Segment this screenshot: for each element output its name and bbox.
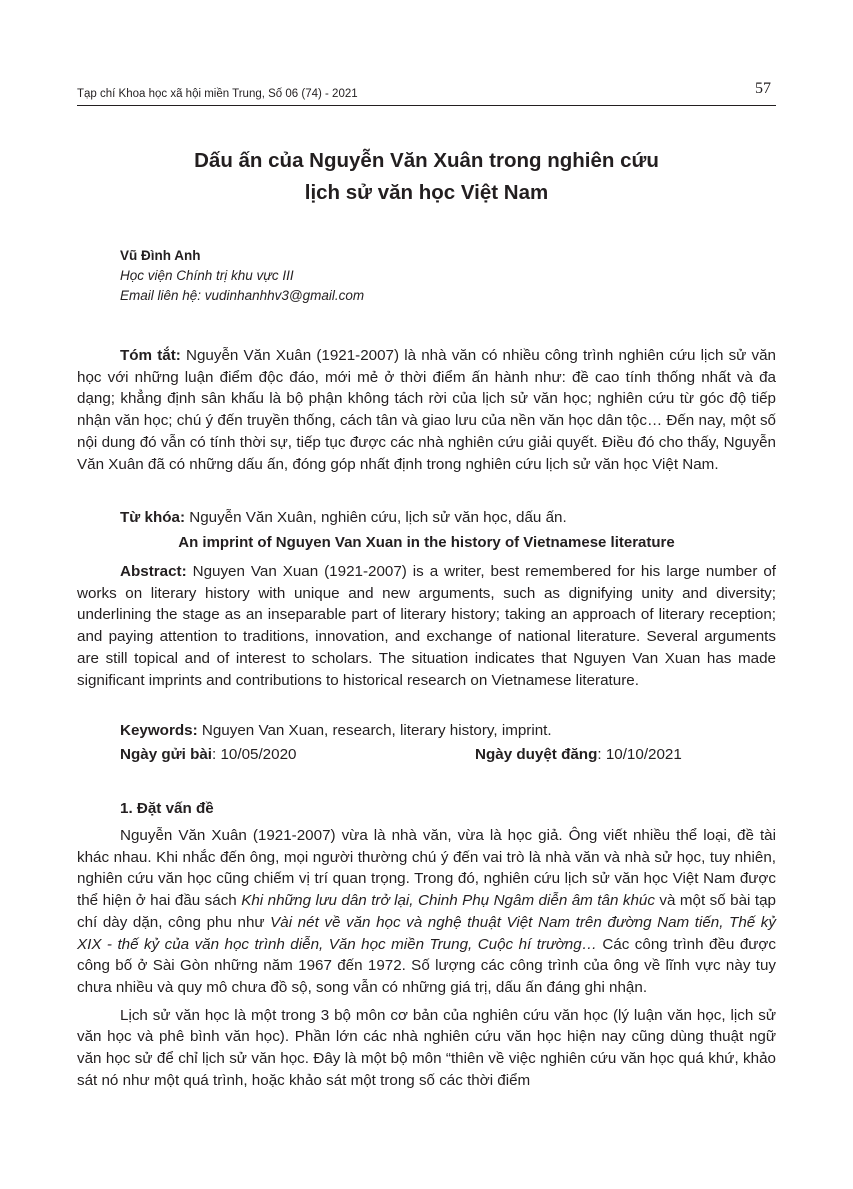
- section-heading: 1. Đặt vấn đề: [120, 800, 214, 817]
- abstract-en-label: Abstract:: [120, 563, 187, 580]
- english-title: An imprint of Nguyen Van Xuan in the history of Vietnamese literature: [178, 534, 675, 551]
- header-rule: [77, 105, 776, 106]
- paragraph-1: [77, 825, 776, 999]
- received-value: : 10/05/2020: [212, 746, 297, 763]
- running-head: Tạp chí Khoa học xã hội miền Trung, Số 06 (74) - 2021: [77, 88, 358, 100]
- p1-italic-titles-1: Khi những lưu dân trở lại, Chinh Phụ Ngâm diễn âm tân khúc: [241, 892, 655, 910]
- approved-value: : 10/10/2021: [597, 746, 682, 763]
- keywords-english: [77, 720, 776, 742]
- abstract-vietnamese: [77, 345, 776, 475]
- abstract-vi-label: Tóm tắt:: [120, 347, 181, 364]
- p1-italic-titles-2: Vài nét về văn học và nghệ thuật Việt Nam trên đường Nam tiến, Thế kỷ XIX - thế kỷ của văn học trình diễn, Văn học miền Trung, Cuộc hí trường…: [77, 913, 776, 953]
- section-body: [77, 825, 776, 1091]
- page-number: 57: [755, 80, 771, 97]
- p1-text-2: và một số bài tạp chí dày dặn, công phu như: [77, 892, 776, 931]
- article-title: [77, 145, 776, 209]
- abstract-en-text: Nguyen Van Xuan (1921-2007) is a writer, best remembered for his large number of works on literary history with unique and new arguments, such as dignifying unity and diversity; underlining the stage as an inseparable part of literary history; taking an approach of literary reception; and paying attention to traditions, innovation, and exchange of national literature. Several arguments are still topical and of interest to scholars. The situation indicates that Nguyen Van Xuan has made significant imprints and contributions to historical research on Vietnamese literature.: [77, 563, 776, 689]
- approved-label: Ngày duyệt đăng: [475, 746, 598, 763]
- abstract-vi-text: Nguyễn Văn Xuân (1921-2007) là nhà văn có nhiều công trình nghiên cứu lịch sử văn học với những luận điểm độc đáo, mới mẻ ở thời điểm ấn hành như: đề cao tính thống nhất và đa dạng; khẳng định sân khấu là bộ phận không tách rời của lịch sử văn học; nghiên cứu từ góc độ tiếp nhận văn học; chú ý đến truyền thống, cách tân và giao lưu của nền văn học dân tộc… Đến nay, một số nội dung đó vẫn có tính thời sự, tiếp tục được các nhà nghiên cứu giải quyết. Điều đó cho thấy, Nguyễn Văn Xuân đã có những dấu ấn, đóng góp nhất định trong nghiên cứu lịch sử văn học Việt Nam.: [77, 347, 776, 473]
- keywords-vietnamese: [77, 507, 776, 529]
- abstract-english: [77, 561, 776, 691]
- keywords-vi-label: Từ khóa:: [120, 509, 185, 526]
- received-date: [120, 746, 296, 763]
- received-label: Ngày gửi bài: [120, 746, 213, 763]
- submission-dates: [120, 746, 776, 763]
- keywords-en-label: Keywords:: [120, 722, 198, 739]
- author-block: [120, 246, 364, 306]
- p1-text-1: Nguyễn Văn Xuân (1921-2007) vừa là nhà văn, vừa là học giả. Ông viết nhiều thể loại, đề tài khác nhau. Khi nhắc đến ông, mọi người thường chú ý đến vai trò là nhà văn và nhà sử học, tuy nhiên, nghiên cứu văn học cũng chiếm vị trí quan trọng. Trong đó, nghiên cứu lịch sử văn học Việt Nam được thể hiện ở hai đầu sách: [77, 827, 776, 910]
- author-affiliation: Học viện Chính trị khu vực III: [120, 268, 294, 283]
- approved-date: [475, 746, 682, 763]
- keywords-vi-text: Nguyễn Văn Xuân, nghiên cứu, lịch sử văn học, dấu ấn.: [185, 509, 567, 526]
- title-line-2: lịch sử văn học Việt Nam: [304, 181, 549, 204]
- author-name: Vũ Đình Anh: [120, 248, 201, 263]
- paragraph-2: Lịch sử văn học là một trong 3 bộ môn cơ bản của nghiên cứu văn học (lý luận văn học, lịch sử văn học và phê bình văn học). Phần lớn các nhà nghiên cứu văn học hiện nay cũng dùng thuật ngữ văn học sử để chỉ lịch sử văn học. Đây là một bộ môn “thiên về việc nghiên cứu văn học quá khứ, khảo sát nó như một quá trình, hoặc khảo sát một trong số các thời điểm: [77, 1006, 776, 1089]
- p1-text-3: Các công trình đều được công bố ở Sài Gòn những năm 1967 đến 1972. Số lượng các công trình của ông về lĩnh vực này tuy chưa nhiều và quy mô chưa đồ sộ, song vẫn có những giá trị, dấu ấn đáng ghi nhận.: [77, 935, 776, 996]
- title-line-1: Dấu ấn của Nguyễn Văn Xuân trong nghiên cứu: [194, 149, 659, 172]
- author-email: Email liên hệ: vudinhanhhv3@gmail.com: [120, 288, 365, 303]
- keywords-en-text: Nguyen Van Xuan, research, literary history, imprint.: [197, 722, 552, 739]
